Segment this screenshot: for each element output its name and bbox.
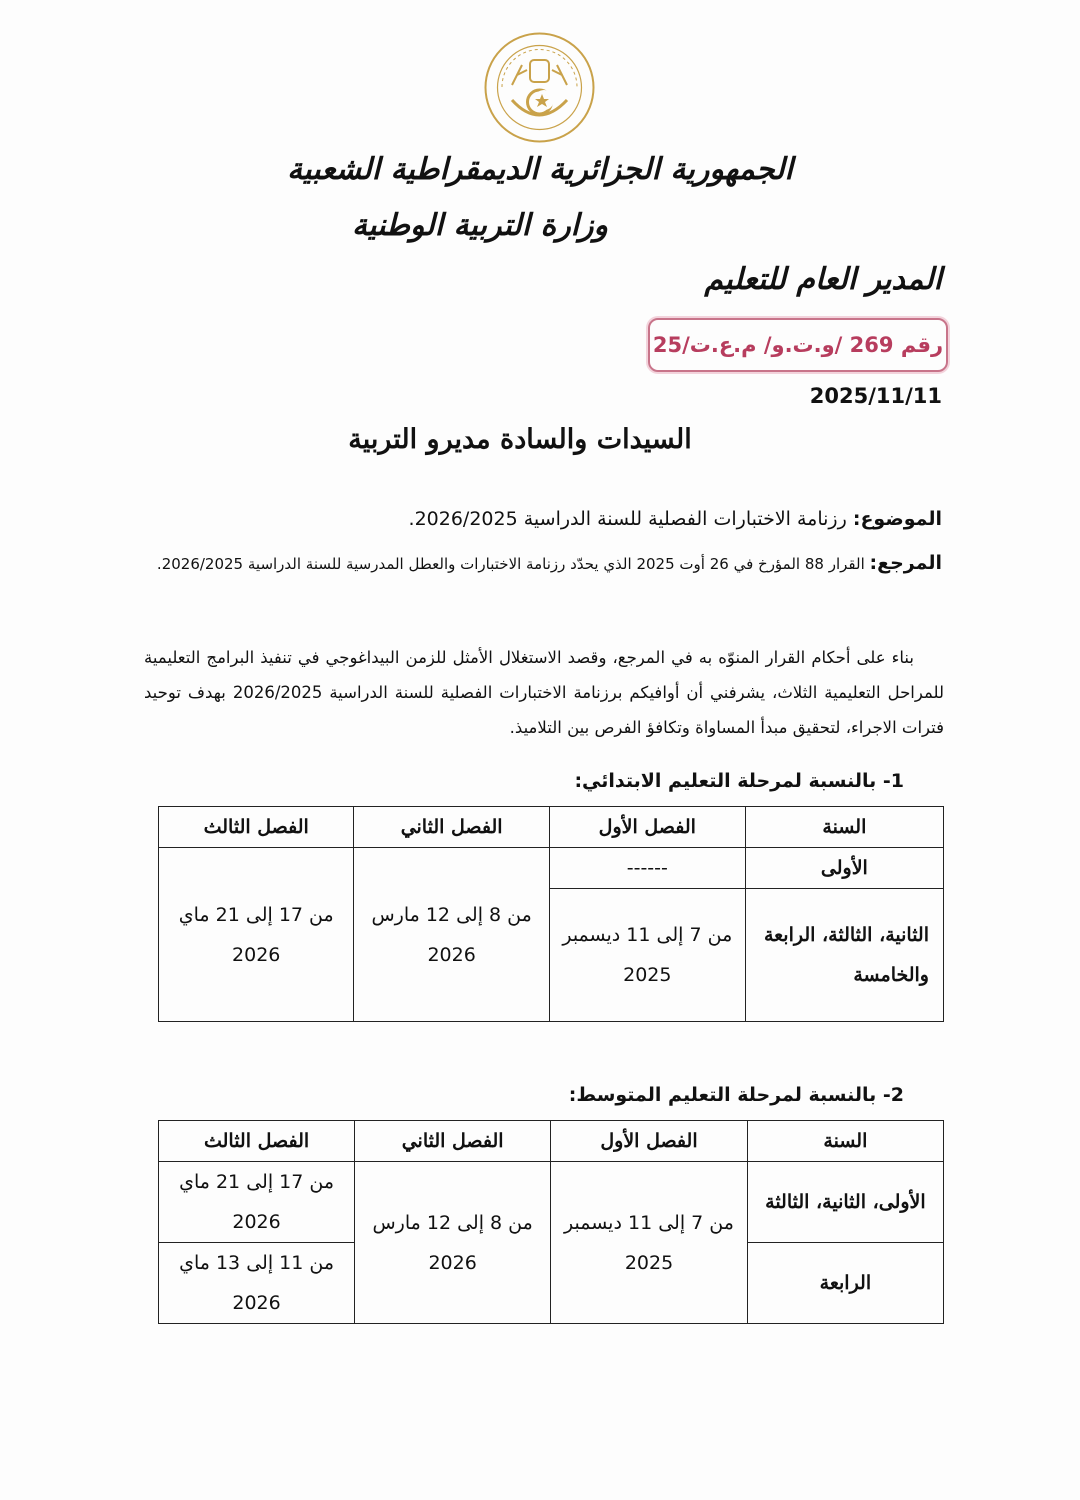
middle-section-title: 2- بالنسبة لمرحلة التعليم المتوسط: [568, 1084, 904, 1106]
term3-year: 2026 [232, 943, 281, 966]
term1-cell [551, 1162, 748, 1324]
term3-year: 2026 [232, 1292, 281, 1314]
term3-dates: من 11 إلى 13 ماي [179, 1252, 335, 1274]
body-paragraph: بناء على أحكام القرار المنوّه به في المرجع، وقصد الاستغلال الأمثل للزمن البيداغوجي في تنفيذ البرامج التعليمية للمراحل التعليمية الثلاث، يشرفني أن أوافيكم برزنامة الاختبارات الفصلية للسنة الدراسية 2026/2025 بهدف توحيد فترات الاجراء، لتحقيق مبدأ المساواة وتكافؤ الفرص بين التلاميذ. [144, 648, 944, 737]
term1-dates: من 7 إلى 11 ديسمبر [562, 924, 733, 946]
year-cell: الثانية، الثالثة، الرابعة والخامسة [745, 889, 943, 1022]
term1-year: 2025 [624, 1251, 674, 1274]
year-cell: الأولى، الثانية، الثالثة [747, 1162, 943, 1243]
table-header-row [159, 1121, 944, 1162]
addressee: السيدات والسادة مديرو التربية [348, 424, 692, 455]
term3-cell [159, 848, 354, 1022]
term1-dates: من 7 إلى 11 ديسمبر [564, 1211, 734, 1234]
director-title: المدير العام للتعليم [704, 262, 942, 297]
subject-line [409, 508, 942, 530]
term3-cell [159, 1162, 355, 1243]
year-cell: الأولى [745, 848, 943, 889]
primary-exam-table [158, 806, 944, 1022]
table-row [159, 848, 944, 889]
document-date: 2025/11/11 [809, 384, 942, 408]
term1-year: 2025 [623, 964, 672, 986]
reference-label: المرجع: [869, 552, 942, 574]
term3-dates: من 17 إلى 21 ماي [179, 1171, 335, 1193]
term2-cell [354, 848, 549, 1022]
national-emblem-seal [482, 30, 597, 145]
term1-cell: ------ [549, 848, 745, 889]
ministry-title: وزارة التربية الوطنية [351, 208, 608, 243]
term2-dates: من 8 إلى 12 مارس [371, 903, 532, 926]
middle-exam-table [158, 1120, 944, 1324]
subject-label: الموضوع: [852, 508, 942, 530]
term3-dates: من 17 إلى 21 ماي [178, 903, 334, 926]
republic-title: الجمهورية الجزائرية الديمقراطية الشعبية [287, 152, 793, 187]
term2-year: 2026 [427, 943, 476, 966]
table-header-row [159, 807, 944, 848]
header-term3: الفصل الثالث [159, 1121, 355, 1162]
header-term3: الفصل الثالث [159, 807, 354, 848]
term1-cell [549, 889, 745, 1022]
year-cell: الرابعة [747, 1243, 943, 1324]
primary-section-title: 1- بالنسبة لمرحلة التعليم الابتدائي: [574, 770, 904, 792]
reference-text: القرار 88 المؤرخ في 26 أوت 2025 الذي يحدّد رزنامة الاختبارات والعطل المدرسية للسنة الدراسية 2026/2025. [156, 555, 865, 573]
term3-cell [159, 1243, 355, 1324]
header-year: السنة [747, 1121, 943, 1162]
subject-text: رزنامة الاختبارات الفصلية للسنة الدراسية 2026/2025. [408, 508, 847, 530]
table-row [159, 1162, 944, 1243]
term2-year: 2026 [428, 1251, 477, 1274]
header-term1: الفصل الأول [549, 807, 745, 848]
reference-line [157, 552, 942, 574]
term2-cell [355, 1162, 551, 1324]
term3-year: 2026 [232, 1211, 281, 1233]
header-term1: الفصل الأول [551, 1121, 748, 1162]
reference-number-stamp: رقم 269 /و.ت.و/ م.ع.ت/25 [648, 318, 948, 372]
header-term2: الفصل الثاني [354, 807, 549, 848]
header-term2: الفصل الثاني [355, 1121, 551, 1162]
header-year: السنة [745, 807, 943, 848]
term2-dates: من 8 إلى 12 مارس [372, 1211, 533, 1234]
